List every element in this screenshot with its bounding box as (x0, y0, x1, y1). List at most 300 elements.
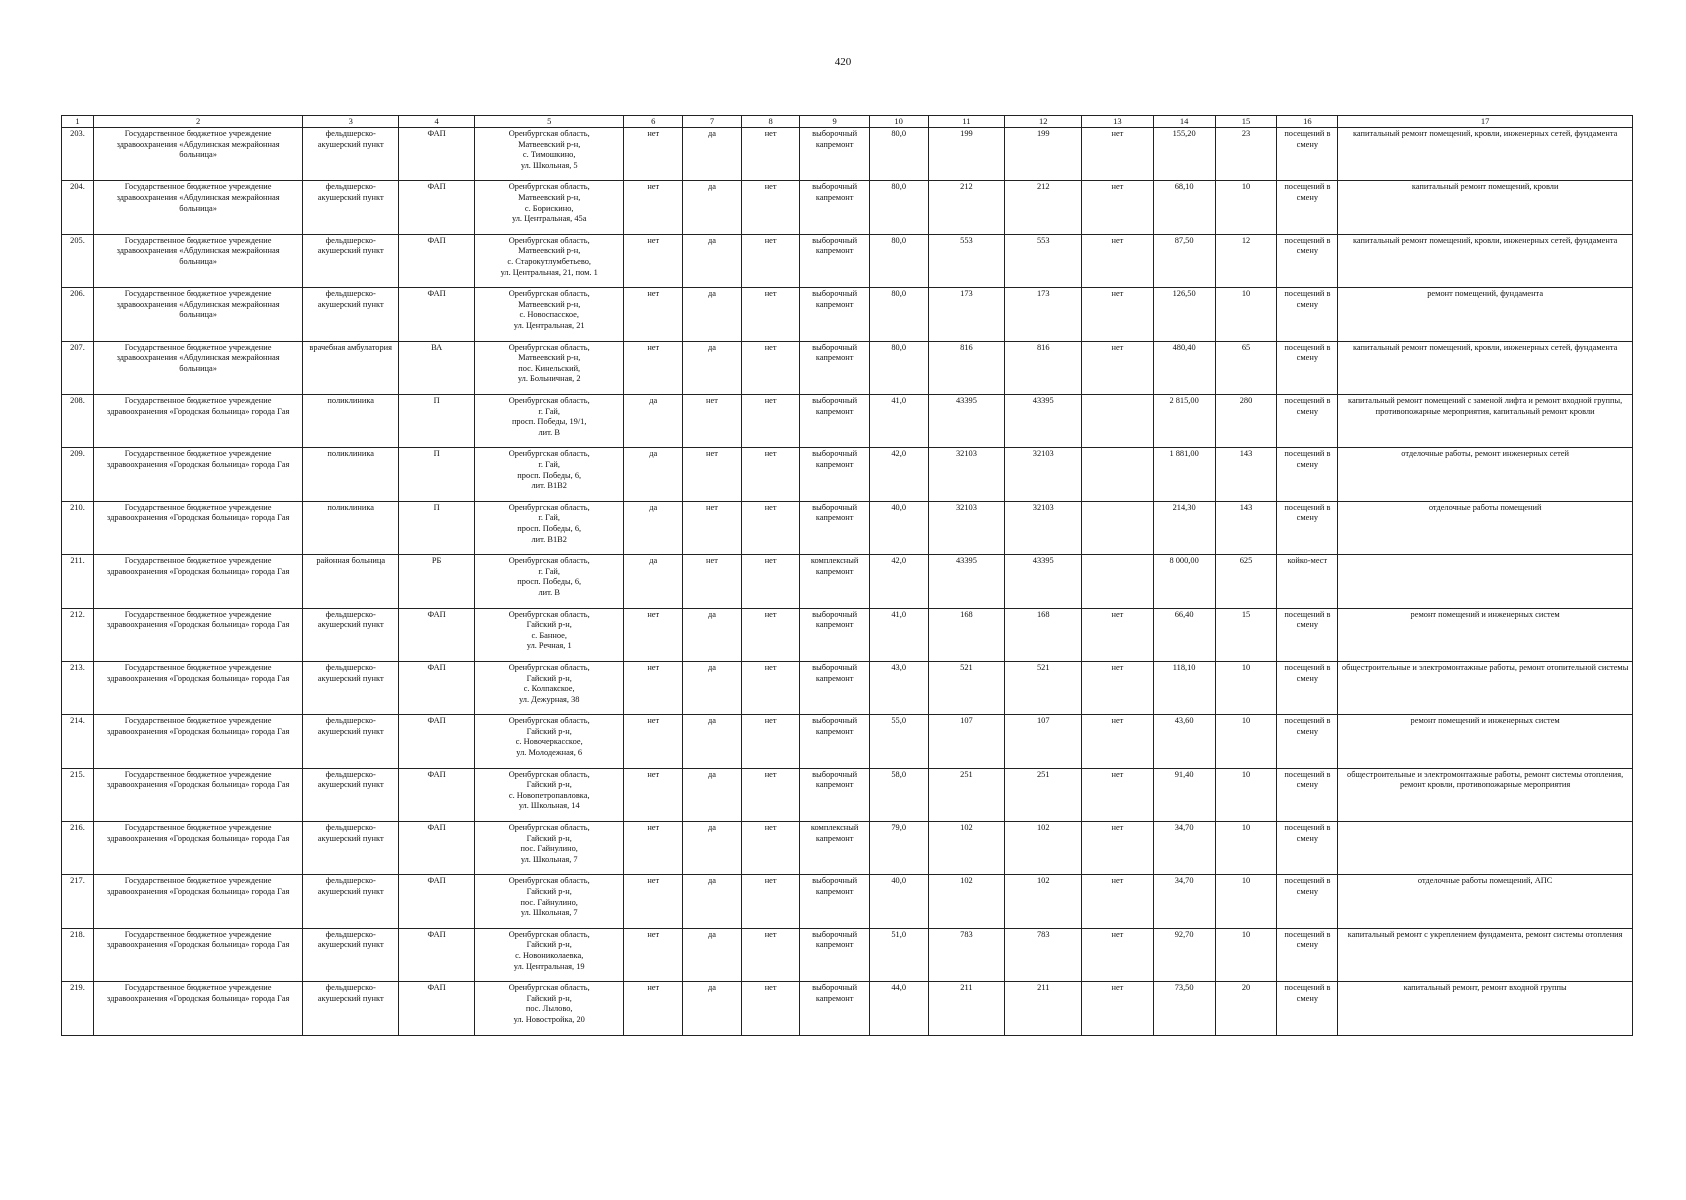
works-description-cell (1338, 768, 1633, 821)
capacity-cell-text: 10 (1241, 289, 1251, 299)
works-description-cell-text: капитальный ремонт, ремонт входной группы (1403, 983, 1567, 993)
table-row (62, 394, 1633, 447)
column-8-cell-text: нет (764, 876, 777, 886)
page-number: 420 (834, 56, 852, 68)
facility-type-cell (303, 181, 399, 234)
table-row (62, 768, 1633, 821)
column-6-cell (624, 822, 683, 875)
organization-cell (94, 234, 303, 287)
column-13-cell (1082, 875, 1154, 928)
column-7-cell (683, 448, 742, 501)
capacity-unit-cell (1277, 181, 1338, 234)
column-13-cell (1082, 448, 1154, 501)
column-13-cell (1082, 181, 1154, 234)
column-7-cell (683, 822, 742, 875)
column-8-cell (741, 181, 800, 234)
column-11-cell-text: 816 (960, 342, 973, 352)
facility-type-cell (303, 715, 399, 768)
organization-cell-text: Государственное бюджетное учреждение здравоохранения «Абдулинская межрайонная больница» (116, 235, 280, 266)
facility-type-cell-text: поликлиника (327, 502, 374, 512)
row-number (62, 715, 94, 768)
organization-cell-text: Государственное бюджетное учреждение здравоохранения «Городская больница» города Гая (106, 983, 290, 1003)
capacity-unit-cell-text: посещений в смену (1284, 235, 1331, 256)
cost-cell-text: 155,20 (1172, 129, 1196, 138)
works-description-cell-text: отделочные работы помещений (1428, 502, 1542, 512)
column-8-cell (741, 822, 800, 875)
address-cell (475, 928, 624, 981)
column-6-cell (624, 341, 683, 394)
capacity-cell-text: 20 (1241, 983, 1251, 993)
table-row (62, 715, 1633, 768)
column-header-14: 14 (1153, 116, 1215, 128)
column-8-cell-text: нет (764, 129, 777, 138)
column-13-cell (1082, 608, 1154, 661)
capacity-cell (1215, 181, 1277, 234)
cost-cell-text: 2 815,00 (1169, 395, 1199, 405)
row-number (62, 288, 94, 341)
row-number (62, 234, 94, 287)
column-6-cell (624, 768, 683, 821)
column-6-cell (624, 181, 683, 234)
repair-type-cell (800, 448, 869, 501)
address-cell-text: Оренбургская область, Гайский р-н, пос. Лылово, ул. Новостройка, 20 (508, 983, 590, 1025)
column-6-cell (624, 982, 683, 1035)
organization-cell (94, 875, 303, 928)
address-cell (475, 715, 624, 768)
row-number-text: 211. (70, 556, 85, 566)
column-8-cell-text: нет (764, 235, 777, 245)
facility-type-cell-text: фельдшерско-акушерский пункт (317, 235, 384, 256)
cost-cell-text: 214,30 (1172, 502, 1196, 512)
column-13-cell-text: нет (1111, 235, 1124, 245)
address-cell-text: Оренбургская область, Гайский р-н, пос. Гайнулино, ул. Школьная, 7 (508, 876, 590, 918)
facility-type-cell (303, 822, 399, 875)
column-7-cell-text: нет (706, 395, 718, 405)
capacity-unit-cell (1277, 394, 1338, 447)
column-10-cell-text: 80,0 (891, 342, 906, 352)
column-header-5: 5 (475, 116, 624, 128)
address-cell (475, 555, 624, 608)
cost-cell-text: 8 000,00 (1169, 556, 1199, 566)
facility-type-cell-text: фельдшерско-акушерский пункт (317, 929, 384, 950)
capacity-cell (1215, 822, 1277, 875)
column-11-cell (928, 982, 1005, 1035)
capacity-cell (1215, 448, 1277, 501)
facility-type-cell (303, 501, 399, 554)
table-row (62, 288, 1633, 341)
capacity-unit-cell-text: посещений в смену (1284, 129, 1331, 149)
facility-abbr-cell-text: ФАП (427, 929, 446, 939)
column-12-cell (1005, 128, 1082, 181)
works-description-cell-text: отделочные работы помещений, АПС (1417, 876, 1553, 886)
column-header-4: 4 (399, 116, 475, 128)
cost-cell (1153, 234, 1215, 287)
column-6-cell (624, 555, 683, 608)
address-cell-text: Оренбургская область, Гайский р-н, с. Новочеркасское, ул. Молодежная, 6 (508, 716, 590, 758)
facility-type-cell (303, 555, 399, 608)
column-7-cell-text: да (707, 129, 716, 138)
organization-cell-text: Государственное бюджетное учреждение здравоохранения «Городская больница» города Гая (106, 876, 290, 897)
row-number (62, 661, 94, 714)
column-13-cell (1082, 341, 1154, 394)
repair-type-cell (800, 555, 869, 608)
column-8-cell-text: нет (764, 182, 777, 192)
capacity-cell (1215, 768, 1277, 821)
column-12-cell-text: 102 (1036, 876, 1050, 886)
organization-cell-text: Государственное бюджетное учреждение здравоохранения «Абдулинская межрайонная больница» (116, 129, 280, 160)
organization-cell-text: Государственное бюджетное учреждение здравоохранения «Городская больница» города Гая (106, 556, 290, 576)
column-7-cell (683, 661, 742, 714)
column-12-cell-text: 816 (1036, 342, 1050, 352)
table-row (62, 661, 1633, 714)
capacity-unit-cell-text: посещений в смену (1284, 502, 1331, 523)
column-8-cell-text: нет (764, 556, 777, 566)
repair-type-cell (800, 128, 869, 181)
facility-abbr-cell-text: ФАП (427, 769, 446, 779)
works-description-cell (1338, 128, 1633, 181)
row-number (62, 394, 94, 447)
column-13-cell-text: нет (1111, 342, 1124, 352)
column-10-cell-text: 79,0 (891, 823, 906, 833)
column-11-cell-text: 168 (960, 609, 973, 619)
header-row (62, 116, 1633, 128)
capacity-cell-text: 143 (1239, 502, 1253, 512)
facility-abbr-cell (399, 822, 475, 875)
capacity-unit-cell-text: посещений в смену (1284, 769, 1331, 790)
table-row (62, 928, 1633, 981)
repair-type-cell (800, 501, 869, 554)
works-description-cell (1338, 608, 1633, 661)
works-description-cell-text: ремонт помещений, фундамента (1427, 289, 1544, 299)
column-8-cell (741, 928, 800, 981)
facility-type-cell-text: фельдшерско-акушерский пункт (317, 716, 384, 736)
row-number-text: 212. (70, 609, 85, 619)
column-12-cell (1005, 501, 1082, 554)
column-13-cell-text: нет (1111, 929, 1124, 939)
facility-abbr-cell-text: ФАП (427, 182, 446, 192)
capacity-unit-cell-text: посещений в смену (1284, 716, 1331, 736)
works-description-cell-text: отделочные работы, ремонт инженерных сетей (1401, 449, 1570, 459)
column-8-cell-text: нет (764, 342, 777, 352)
column-6-cell (624, 875, 683, 928)
column-8-cell (741, 288, 800, 341)
column-13-cell (1082, 501, 1154, 554)
facility-abbr-cell-text: П (433, 395, 440, 405)
column-11-cell-text: 43395 (955, 556, 977, 566)
facility-type-cell-text: районная больница (316, 556, 386, 566)
facility-abbr-cell-text: ФАП (427, 609, 446, 619)
table-body (62, 128, 1633, 1036)
capacity-unit-cell-text: посещений в смену (1284, 876, 1331, 897)
column-7-cell-text: нет (706, 556, 718, 566)
capacity-unit-cell (1277, 341, 1338, 394)
facility-abbr-cell-text: ФАП (427, 129, 446, 138)
column-header-15: 15 (1215, 116, 1277, 128)
column-10-cell-text: 43,0 (891, 662, 906, 672)
facility-abbr-cell (399, 768, 475, 821)
capacity-unit-cell-text: посещений в смену (1284, 662, 1331, 683)
facility-type-cell (303, 982, 399, 1035)
column-8-cell (741, 501, 800, 554)
column-11-cell (928, 234, 1005, 287)
column-7-cell (683, 128, 742, 181)
column-6-cell-text: да (649, 556, 658, 566)
works-description-cell (1338, 181, 1633, 234)
column-7-cell-text: да (707, 876, 716, 886)
cost-cell-text: 1 881,00 (1169, 449, 1199, 459)
cost-cell (1153, 822, 1215, 875)
column-11-cell-text: 173 (960, 289, 973, 299)
facility-abbr-cell-text: ФАП (427, 289, 446, 299)
row-number (62, 875, 94, 928)
repair-type-cell-text: выборочный капремонт (812, 876, 858, 897)
column-10-cell (869, 608, 928, 661)
column-11-cell (928, 661, 1005, 714)
address-cell-text: Оренбургская область, Матвеевский р-н, с. Старокутлумбетьево, ул. Центральная, 21, пом. 1 (500, 235, 598, 277)
column-6-cell (624, 608, 683, 661)
column-10-cell-text: 80,0 (891, 182, 906, 192)
facility-abbr-cell (399, 875, 475, 928)
row-number-text: 217. (70, 876, 85, 886)
column-10-cell-text: 41,0 (891, 395, 906, 405)
column-8-cell (741, 555, 800, 608)
row-number-text: 216. (70, 823, 85, 833)
capacity-cell (1215, 288, 1277, 341)
repair-type-cell (800, 768, 869, 821)
facility-abbr-cell-text: ФАП (427, 662, 446, 672)
table-row (62, 875, 1633, 928)
column-13-cell (1082, 928, 1154, 981)
column-13-cell (1082, 394, 1154, 447)
address-cell (475, 128, 624, 181)
works-description-cell (1338, 501, 1633, 554)
column-7-cell (683, 768, 742, 821)
column-header-8: 8 (741, 116, 800, 128)
column-6-cell (624, 448, 683, 501)
organization-cell-text: Государственное бюджетное учреждение здравоохранения «Городская больница» города Гая (106, 769, 290, 790)
table-row (62, 608, 1633, 661)
facility-type-cell (303, 448, 399, 501)
cost-cell-text: 118,10 (1172, 662, 1196, 672)
row-number-text: 208. (70, 395, 85, 405)
column-11-cell-text: 102 (960, 823, 973, 833)
column-8-cell (741, 768, 800, 821)
column-header-1: 1 (62, 116, 94, 128)
column-11-cell-text: 32103 (955, 449, 977, 459)
cost-cell-text: 66,40 (1174, 609, 1194, 619)
repair-type-cell (800, 982, 869, 1035)
column-10-cell (869, 448, 928, 501)
row-number-text: 214. (70, 716, 85, 726)
column-12-cell (1005, 181, 1082, 234)
row-number-text: 203. (70, 129, 85, 138)
column-6-cell-text: нет (647, 182, 660, 192)
organization-cell-text: Государственное бюджетное учреждение здравоохранения «Абдулинская межрайонная больница» (116, 182, 280, 213)
facility-type-cell-text: фельдшерско-акушерский пункт (317, 609, 384, 630)
cost-cell (1153, 608, 1215, 661)
column-7-cell (683, 394, 742, 447)
address-cell (475, 501, 624, 554)
column-11-cell (928, 128, 1005, 181)
table-row (62, 555, 1633, 608)
table-row (62, 822, 1633, 875)
column-7-cell (683, 501, 742, 554)
organization-cell-text: Государственное бюджетное учреждение здравоохранения «Городская больница» города Гая (106, 395, 290, 416)
column-10-cell (869, 288, 928, 341)
column-11-cell (928, 394, 1005, 447)
cost-cell (1153, 555, 1215, 608)
repair-type-cell (800, 341, 869, 394)
column-12-cell-text: 211 (1037, 983, 1050, 993)
organization-cell (94, 555, 303, 608)
organization-cell (94, 982, 303, 1035)
column-10-cell-text: 80,0 (891, 129, 906, 138)
facility-abbr-cell (399, 928, 475, 981)
address-cell (475, 448, 624, 501)
capacity-unit-cell-text: посещений в смену (1284, 823, 1331, 843)
capacity-unit-cell-text: посещений в смену (1284, 342, 1331, 363)
capacity-unit-cell (1277, 661, 1338, 714)
works-description-cell-text: общестроительные и электромонтажные работы, ремонт системы отопления, ремонт кровли, противопожарные мероприятия (1347, 769, 1624, 790)
column-11-cell-text: 212 (960, 182, 973, 192)
cost-cell (1153, 928, 1215, 981)
column-13-cell-text: нет (1111, 876, 1124, 886)
repair-type-cell-text: выборочный капремонт (812, 609, 858, 630)
column-11-cell (928, 501, 1005, 554)
column-12-cell-text: 553 (1036, 235, 1050, 245)
organization-cell (94, 768, 303, 821)
column-8-cell (741, 234, 800, 287)
column-12-cell (1005, 661, 1082, 714)
facility-type-cell-text: фельдшерско-акушерский пункт (317, 823, 384, 843)
column-10-cell-text: 55,0 (891, 716, 906, 726)
column-13-cell-text: нет (1111, 129, 1124, 138)
column-8-cell (741, 982, 800, 1035)
column-7-cell-text: да (707, 182, 716, 192)
capacity-cell (1215, 394, 1277, 447)
column-7-cell-text: да (707, 342, 716, 352)
column-7-cell-text: да (707, 769, 716, 779)
cost-cell-text: 87,50 (1174, 235, 1194, 245)
capacity-unit-cell (1277, 928, 1338, 981)
column-8-cell (741, 608, 800, 661)
works-description-cell (1338, 448, 1633, 501)
cost-cell (1153, 448, 1215, 501)
facility-abbr-cell-text: ФАП (427, 823, 446, 833)
table-row (62, 501, 1633, 554)
column-12-cell-text: 251 (1036, 769, 1050, 779)
row-number-text: 215. (70, 769, 85, 779)
column-10-cell (869, 394, 928, 447)
column-12-cell (1005, 608, 1082, 661)
column-8-cell-text: нет (764, 449, 777, 459)
capacity-unit-cell-text: посещений в смену (1284, 289, 1331, 309)
capacity-cell (1215, 501, 1277, 554)
column-header-11: 11 (928, 116, 1005, 128)
facility-type-cell (303, 341, 399, 394)
column-11-cell-text: 553 (960, 235, 973, 245)
row-number (62, 341, 94, 394)
address-cell (475, 341, 624, 394)
cost-cell (1153, 661, 1215, 714)
works-description-cell (1338, 715, 1633, 768)
column-6-cell-text: нет (647, 929, 660, 939)
capacity-cell (1215, 928, 1277, 981)
facility-abbr-cell (399, 608, 475, 661)
column-12-cell (1005, 822, 1082, 875)
cost-cell-text: 68,10 (1174, 182, 1194, 192)
column-10-cell (869, 715, 928, 768)
organization-cell (94, 394, 303, 447)
organization-cell (94, 181, 303, 234)
address-cell (475, 288, 624, 341)
column-header-10: 10 (869, 116, 928, 128)
column-11-cell-text: 107 (960, 716, 973, 726)
column-10-cell (869, 661, 928, 714)
column-7-cell-text: нет (706, 502, 718, 512)
column-8-cell (741, 448, 800, 501)
column-12-cell-text: 102 (1036, 823, 1050, 833)
row-number-text: 219. (70, 983, 85, 993)
address-cell-text: Оренбургская область, Гайский р-н, с. Банное, ул. Речная, 1 (508, 609, 590, 651)
column-6-cell-text: нет (647, 876, 660, 886)
address-cell-text: Оренбургская область, Матвеевский р-н, с. Борискино, ул. Центральная, 45а (508, 182, 590, 224)
column-6-cell (624, 661, 683, 714)
works-description-cell-text: ремонт помещений и инженерных систем (1410, 609, 1560, 619)
column-13-cell-text: нет (1111, 662, 1124, 672)
repair-type-cell-text: выборочный капремонт (812, 449, 858, 469)
address-cell (475, 822, 624, 875)
column-8-cell (741, 341, 800, 394)
row-number (62, 181, 94, 234)
row-number (62, 768, 94, 821)
column-12-cell (1005, 555, 1082, 608)
column-12-cell (1005, 982, 1082, 1035)
column-7-cell (683, 715, 742, 768)
row-number (62, 448, 94, 501)
column-11-cell (928, 341, 1005, 394)
column-header-17: 17 (1338, 116, 1633, 128)
column-6-cell-text: нет (647, 342, 660, 352)
column-7-cell (683, 928, 742, 981)
facility-abbr-cell-text: ФАП (427, 876, 446, 886)
works-description-cell-text: капитальный ремонт помещений, кровли (1411, 182, 1559, 192)
column-6-cell (624, 928, 683, 981)
column-10-cell (869, 341, 928, 394)
column-10-cell-text: 80,0 (891, 289, 906, 299)
cost-cell (1153, 394, 1215, 447)
facility-abbr-cell (399, 341, 475, 394)
column-7-cell-text: да (707, 289, 716, 299)
column-7-cell-text: да (707, 235, 716, 245)
repair-type-cell-text: выборочный капремонт (812, 769, 858, 790)
facility-type-cell-text: фельдшерско-акушерский пункт (317, 769, 384, 790)
column-13-cell (1082, 555, 1154, 608)
facility-abbr-cell-text: ВА (431, 342, 443, 352)
column-6-cell-text: нет (647, 129, 660, 138)
works-description-cell (1338, 555, 1633, 608)
organization-cell (94, 128, 303, 181)
column-12-cell (1005, 394, 1082, 447)
cost-cell-text: 126,50 (1172, 289, 1196, 299)
column-6-cell (624, 715, 683, 768)
organization-cell (94, 341, 303, 394)
works-description-cell-text: капитальный ремонт помещений с заменой лифта и ремонт входной группы, противопожарные мероприятия, капитальный ремонт кровли (1348, 395, 1623, 416)
facility-type-cell (303, 661, 399, 714)
works-description-cell (1338, 928, 1633, 981)
repair-type-cell-text: выборочный капремонт (812, 289, 858, 309)
address-cell (475, 875, 624, 928)
